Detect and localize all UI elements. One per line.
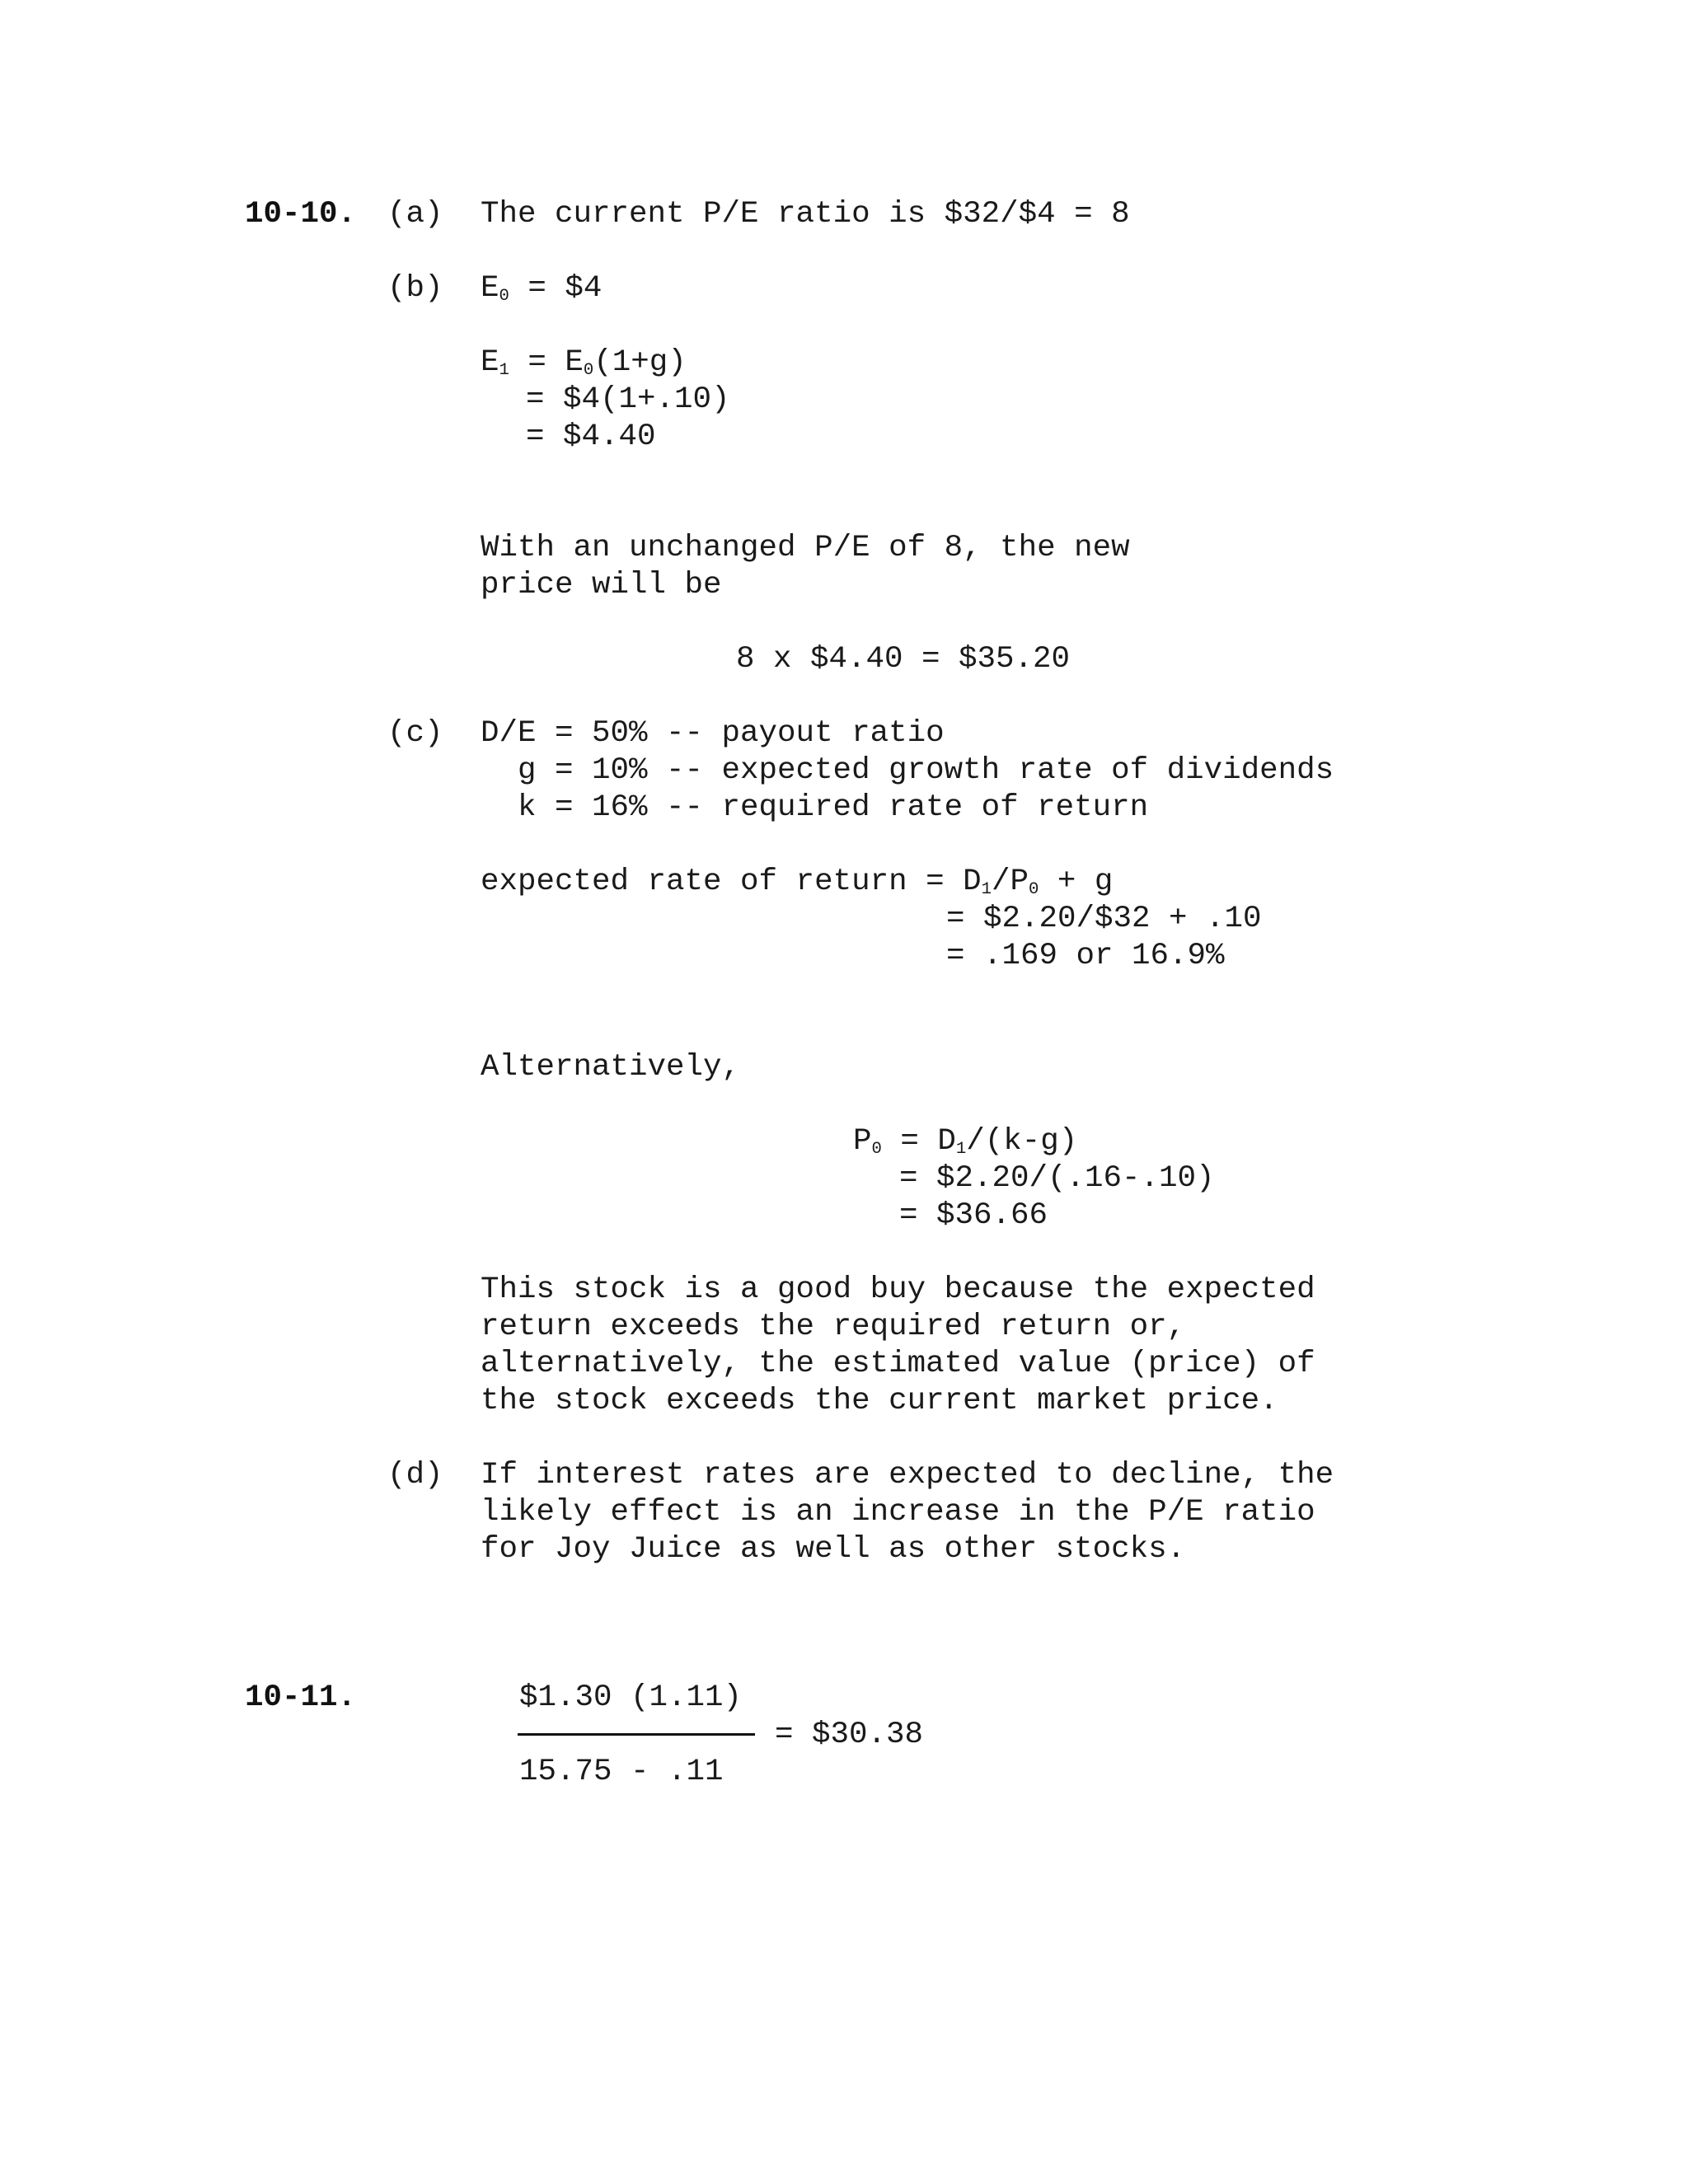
p0-step-3: = $36.66 [899,1198,1048,1233]
problem-number-10-10: 10-10. [245,197,357,232]
e1-step-3: = $4.40 [526,419,656,454]
conclusion-line-3: alternatively, the estimated value (price) of [481,1347,1315,1381]
new-price-calculation: 8 x $4.40 = $35.20 [736,642,1071,677]
problem-number-10-11: 10-11. [245,1680,357,1715]
part-d-line-3: for Joy Juice as well as other stocks. [481,1532,1186,1567]
fraction-bar [518,1733,755,1736]
definition-payout-ratio: D/E = 50% -- payout ratio [481,716,945,751]
part-d-line-1: If interest rates are expected to decline, the [481,1458,1334,1493]
e1-equation: $E_1 = E_0(1+g)$ [481,345,687,381]
definition-required-return: k = 16% -- required rate of return [518,790,1149,825]
part-d-label: (d) [387,1458,443,1493]
e0-equation: $E_0$ = $4 [481,271,603,307]
p0-equation: $P_0 = D_1/(k-g)$ [853,1124,1078,1160]
part-b-label: (b) [387,271,443,306]
conclusion-line-2: return exceeds the required return or, [481,1310,1186,1344]
e1-step-2: = $4(1+.10) [526,382,730,417]
part-d-line-2: likely effect is an increase in the P/E ratio [481,1495,1315,1530]
expected-return-equation: expected rate of return = $D_1/P_0 + g$ [481,865,1114,900]
pe-paragraph-line-2: price will be [481,568,722,602]
expected-return-step-3: = .169 or 16.9% [946,939,1225,973]
alternatively-label: Alternatively, [481,1050,741,1085]
conclusion-line-1: This stock is a good buy because the expected [481,1272,1315,1307]
definition-growth-rate: g = 10% -- expected growth rate of dividends [518,753,1334,788]
fraction-result: = $30.38 [775,1718,924,1752]
part-a-label: (a) [387,197,443,232]
fraction-numerator: $1.30 (1.11) [519,1680,743,1715]
conclusion-line-4: the stock exceeds the current market price. [481,1384,1278,1418]
expected-return-step-2: = $2.20/$32 + .10 [946,902,1262,936]
pe-paragraph-line-1: With an unchanged P/E of 8, the new [481,531,1130,565]
part-a-text: The current P/E ratio is $32/$4 = 8 [481,197,1130,232]
part-c-label: (c) [387,716,443,751]
p0-step-2: = $2.20/(.16-.10) [899,1161,1215,1196]
fraction-denominator: 15.75 - .11 [519,1755,724,1789]
